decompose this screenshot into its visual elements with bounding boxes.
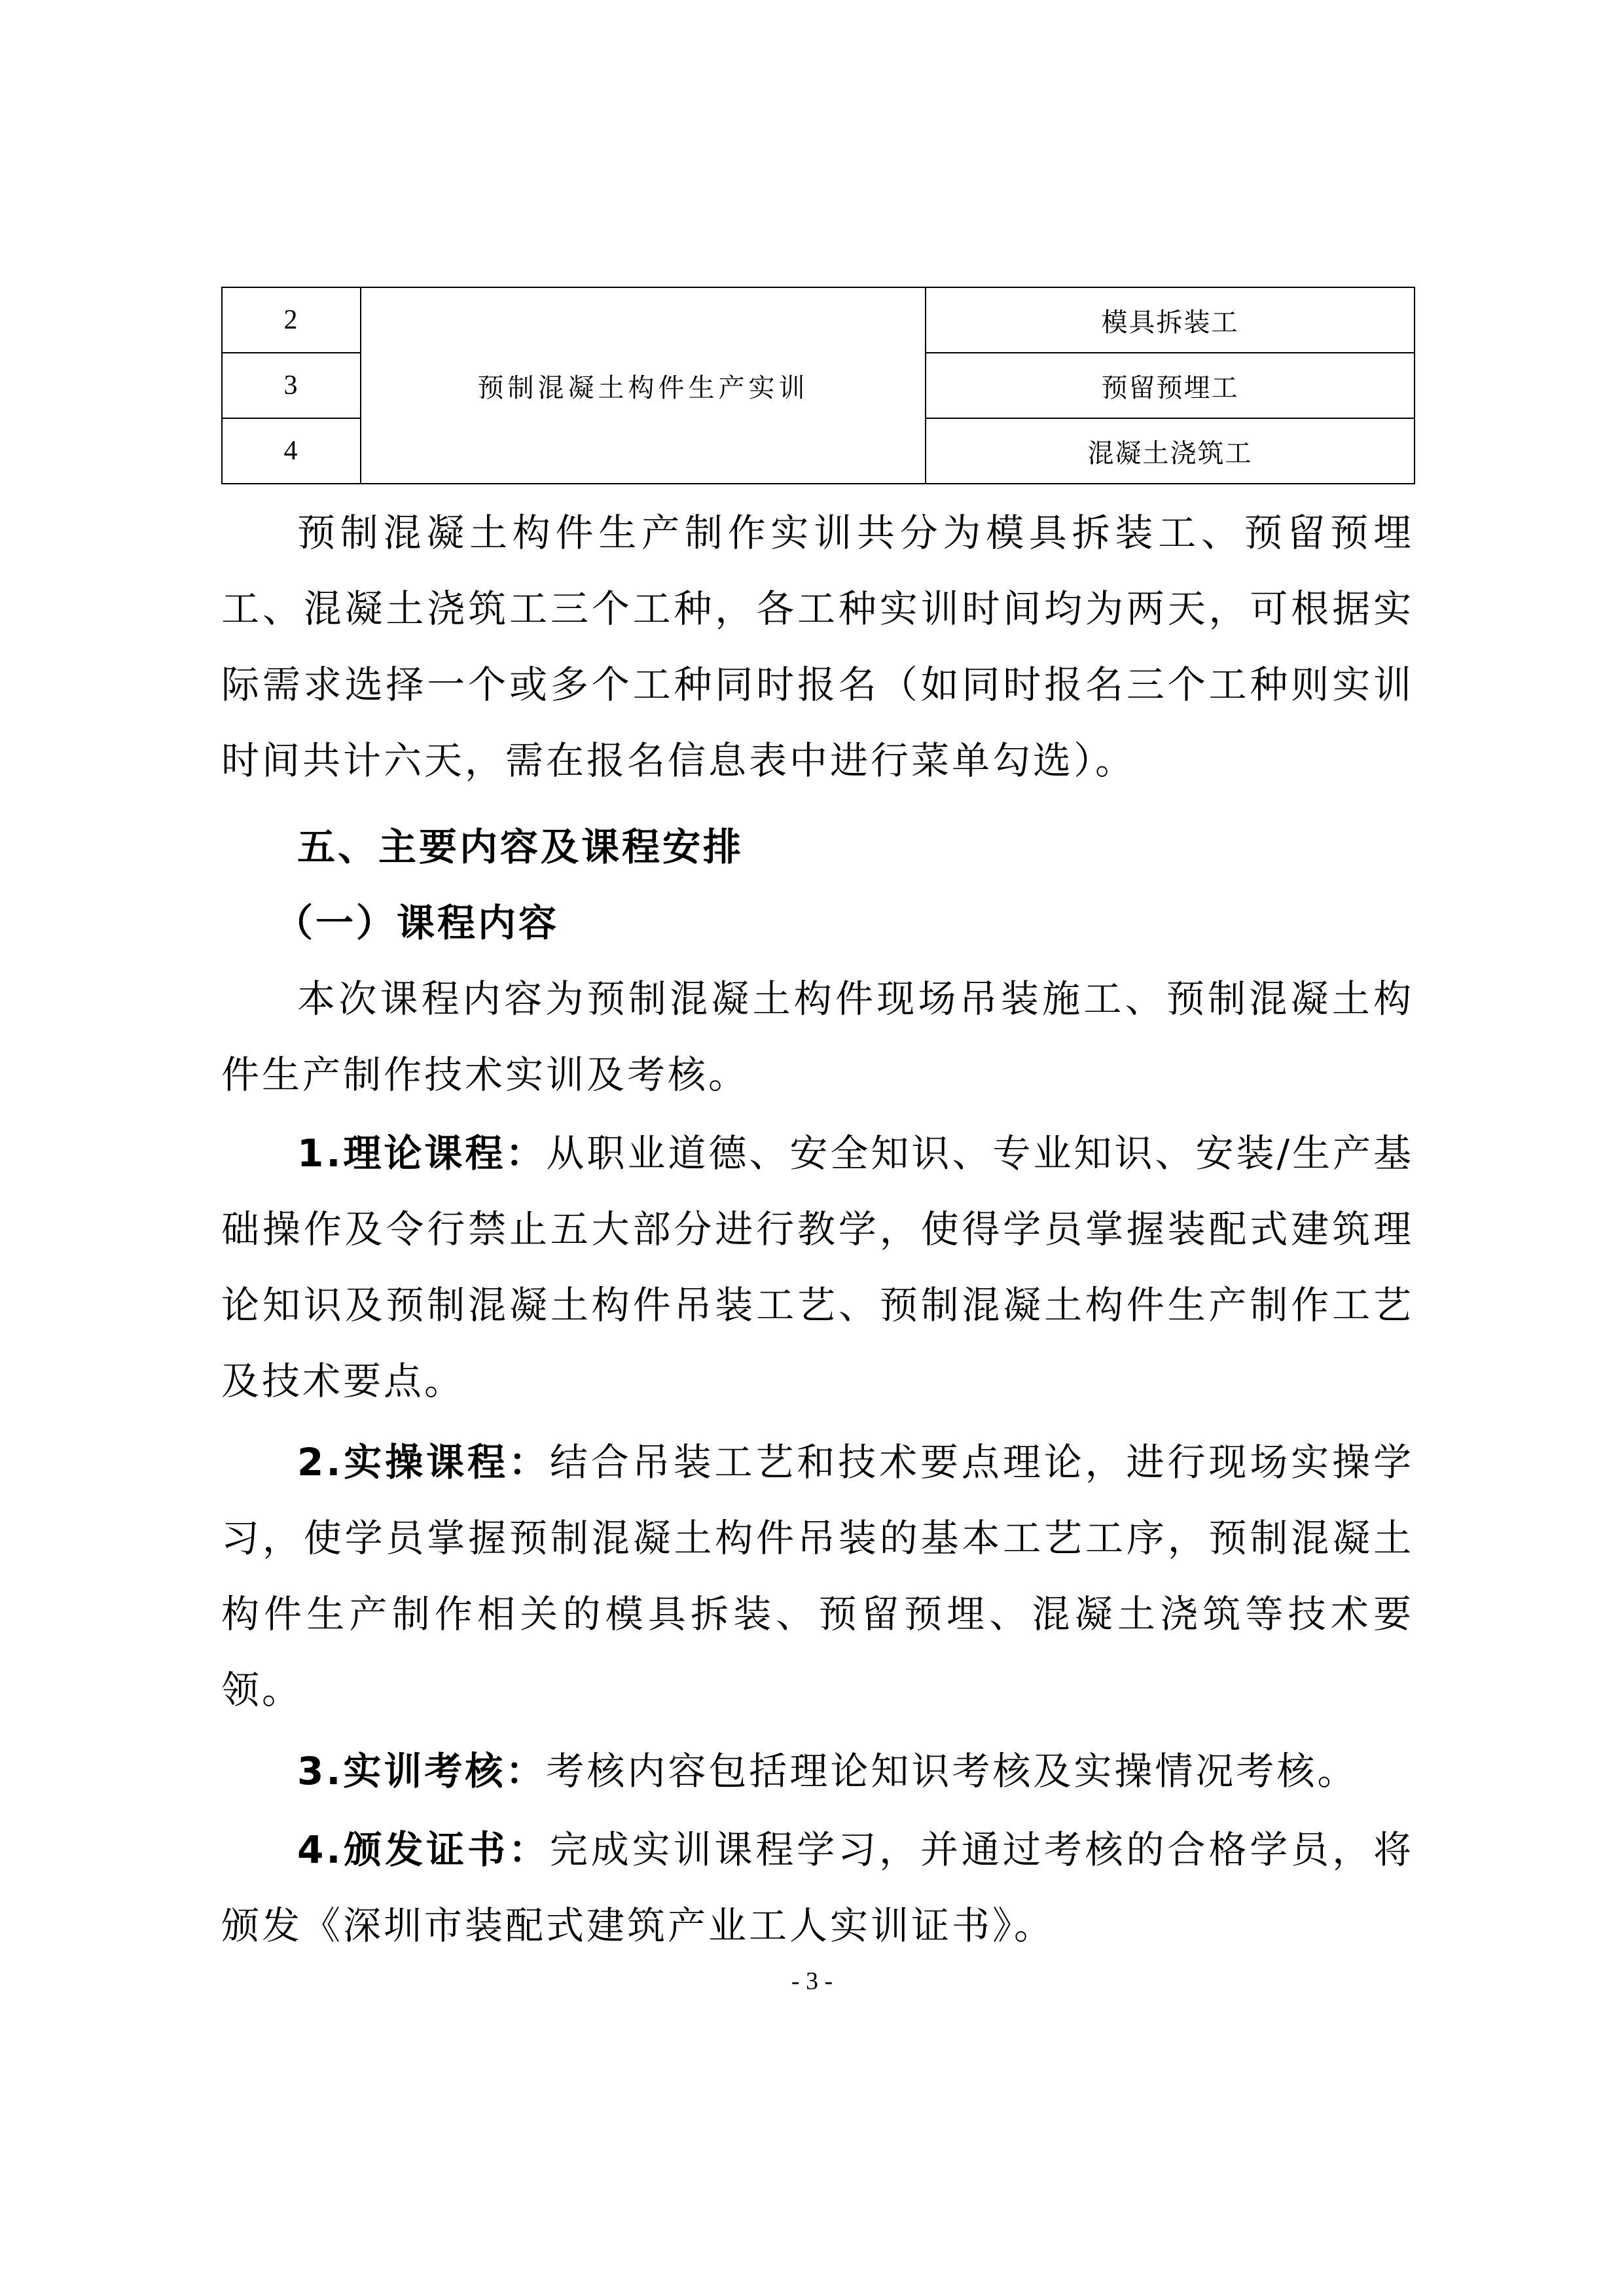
content-paragraph: 本次课程内容为预制混凝土构件现场吊装施工、预制混凝土构件生产制作技术实训及考核。 [221,977,1414,1097]
section-heading: 五、主要内容及课程安排 [297,825,744,869]
item-assessment [221,1733,1414,1809]
item-text: 结合吊装工艺和技术要点理论，进行现场实操学习，使学员掌握预制混凝土构件吊装的基本工艺工序，预制混凝土构件生产制作相关的模具拆装、预留预埋、混凝土浇筑等技术要领。 [221,1440,1414,1712]
item-text: 完成实训课程学习，并通过考核的合格学员，将颁发《深圳市装配式建筑产业工人实训证书》。 [221,1827,1414,1948]
item-text: 考核内容包括理论知识考核及实操情况考核。 [546,1749,1358,1793]
item-lead: 1.理论课程： [297,1131,547,1175]
item-lead: 2.实操课程： [297,1440,550,1484]
trade-cell: 预留预埋工 [926,353,1415,418]
row-number: 3 [222,353,361,418]
trade-cell: 模具拆装工 [926,287,1415,353]
table-row [222,287,1415,353]
row-number: 2 [222,287,361,353]
item-certificate [221,1812,1414,1964]
row-number: 4 [222,418,361,484]
intro-paragraph: 预制混凝土构件生产制作实训共分为模具拆装工、预留预埋工、混凝土浇筑工三个工种，各工种实训时间均为两天，可根据实际需求选择一个或多个工种同时报名（如同时报名三个工种则实训时间共计六天，需在报名信息表中进行菜单勾选）。 [221,511,1414,783]
item-theory [221,1115,1414,1419]
page-number: - 3 - [791,1967,833,1995]
subsection-heading: （一）课程内容 [275,901,560,945]
trade-cell: 混凝土浇筑工 [926,418,1415,484]
program-name-cell: 预制混凝土构件生产实训 [361,287,926,484]
item-lead: 3.实训考核： [297,1749,547,1793]
item-lead: 4.颁发证书： [297,1827,550,1872]
item-practice [221,1424,1414,1728]
item-text: 从职业道德、安全知识、专业知识、安装/生产基础操作及令行禁止五大部分进行教学，使得学员掌握装配式建筑理论知识及预制混凝土构件吊装工艺、预制混凝土构件生产制作工艺及技术要点。 [221,1131,1414,1403]
training-table [221,287,1415,484]
